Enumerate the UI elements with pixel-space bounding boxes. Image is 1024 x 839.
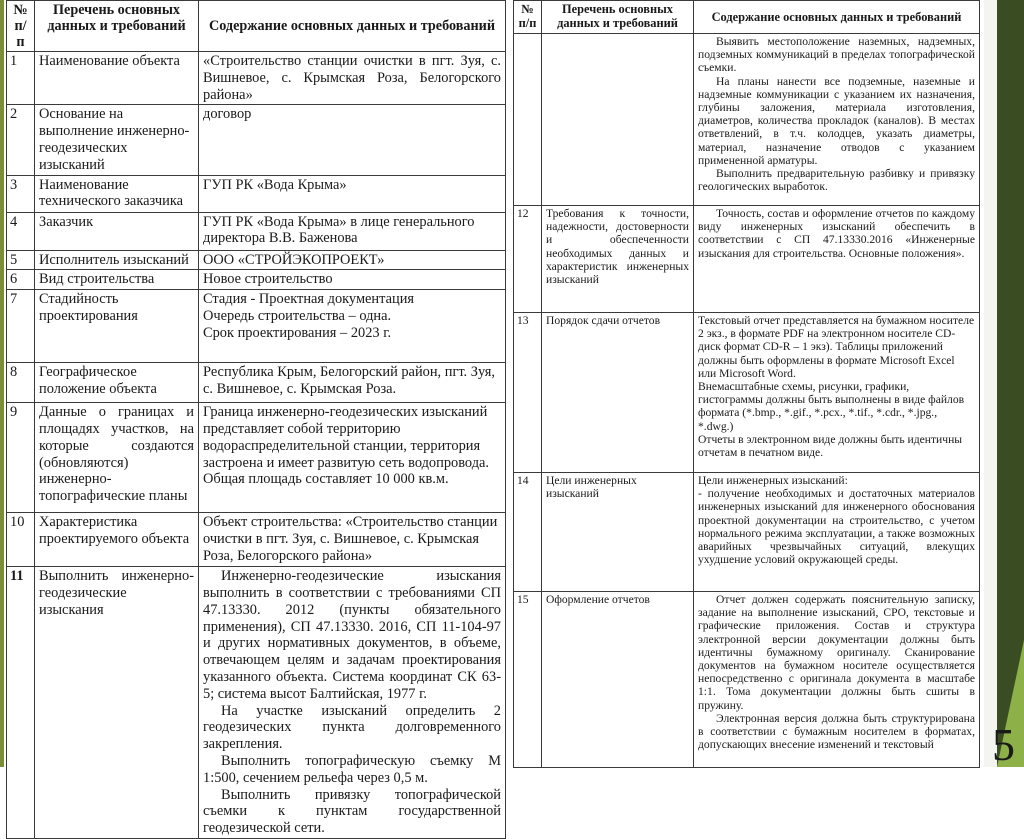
row-name: Заказчик — [35, 212, 199, 250]
row-content — [199, 513, 506, 567]
row-content — [199, 52, 506, 105]
row-number: 12 — [514, 206, 542, 313]
content-paragraph: Выявить местоположение наземных, надземных, подземных коммуникаций в пределах топографической съемки. — [698, 35, 975, 75]
content-paragraph: договор — [203, 106, 252, 123]
table-header-row — [514, 1, 980, 34]
content-paragraph: Очередь строительства – одна. — [203, 307, 392, 324]
row-content — [694, 206, 980, 313]
row-number: 4 — [7, 212, 35, 250]
table-row — [7, 270, 506, 290]
row-content — [199, 270, 506, 290]
row-number: 7 — [7, 290, 35, 363]
table-row — [514, 473, 980, 592]
row-number: 6 — [7, 270, 35, 290]
row-number: 11 — [7, 567, 35, 839]
row-number: 13 — [514, 313, 542, 473]
row-content — [694, 34, 980, 206]
right-light-stripe — [984, 0, 997, 767]
row-content — [199, 250, 506, 270]
content-paragraph: Текстовый отчет представляется на бумажном носителе 2 экз., в формате PDF на электронном носителе CD-диск формат CD-R – 1 экз). Таблицы приложений должны быть оформлены в формате Microsoft Excel или Microsoft Word. — [698, 314, 975, 380]
content-paragraph: Инженерно-геодезические изыскания выполнить в соответствии с требованиями СП 47.13330. 2012 (пункты обязательного применения), СП 47.13330. 2016, СП 11-104-97 и других нормативных документов, в объеме, отвечающем целям и задачам проектирования указанного объекта. Система координат СК 63-5; система высот Балтийская, 1977 г. — [203, 568, 501, 702]
table-row — [7, 175, 506, 212]
table-row — [7, 250, 506, 270]
content-paragraph: Стадия - Проектная документация — [203, 291, 415, 308]
content-paragraph: ГУП РК «Вода Крыма» — [203, 176, 347, 193]
row-content — [199, 567, 506, 839]
content-paragraph: Республика Крым, Белогорский район, пгт. Зуя, с. Вишневое, с. Крымская Роза. — [203, 364, 496, 397]
table-row — [7, 105, 506, 175]
content-paragraph: Объект строительства: «Строительство станции очистки в пгт. Зуя, с. Вишневое, с. Крымская Роза, Белогорского района» — [203, 514, 498, 564]
row-content — [199, 290, 506, 363]
table-row — [7, 513, 506, 567]
right-requirements-table — [513, 0, 980, 768]
row-content — [199, 363, 506, 403]
row-name: Данные о границах и площадях участков, на которые создаются (обновляются) инженерно-топографические планы — [35, 403, 199, 513]
row-number: 5 — [7, 250, 35, 270]
table-row — [514, 206, 980, 313]
header-list: Перечень основных данных и требований — [542, 1, 694, 34]
table-row — [7, 363, 506, 403]
left-document-page — [6, 0, 505, 837]
row-name: Порядок сдачи отчетов — [542, 313, 694, 473]
table-row — [7, 212, 506, 250]
content-paragraph: На участке изысканий определить 2 геодезических пункта долговременного закрепления. — [203, 702, 501, 753]
table-row — [514, 313, 980, 473]
content-paragraph: - получение необходимых и достаточных материалов инженерных изысканий для инженерного обоснования проектной документации на строительство, с учетом нормального режима эксплуатации, а также возможных аварийных чрезвычайных ситуаций, влекущих ухудшение условий окружающей среды. — [698, 487, 975, 567]
row-number — [514, 34, 542, 206]
content-paragraph: Общая площадь составляет 10 000 кв.м. — [203, 471, 449, 488]
content-paragraph: Электронная версия должна быть структурирована в соответствии с бумажным носителем в форматах, допускающих внесение изменений и текстовый — [698, 711, 975, 752]
row-content — [199, 212, 506, 250]
row-name: Наименование технического заказчика — [35, 175, 199, 212]
content-paragraph: Граница инженерно-геодезических изысканий представляет собой территорию водораспределительной станции, территория застроена и имеет развитую сеть водопровода. — [203, 404, 490, 471]
table-header-row — [7, 1, 506, 52]
content-paragraph: Цели инженерных изысканий: — [698, 474, 848, 487]
table-row — [7, 567, 506, 839]
table-row — [7, 403, 506, 513]
content-paragraph: ГУП РК «Вода Крыма» в лице генерального директора В.В. Баженова — [203, 213, 475, 247]
content-paragraph: На планы нанести все подземные, наземные и надземные коммуникации с указанием их назначения, глубины заложения, материала изготовления, диаметров, количества прокладок (каналов). В местах ответвлений, в т.ч. колодцев, указать диаметры, материал, назначение отводов с указанием примененной арматуры. — [698, 74, 975, 167]
row-name: Наименование объекта — [35, 52, 199, 105]
content-paragraph: Отчеты в электронном виде должны быть идентичны отчетам в печатном виде. — [698, 432, 963, 460]
row-number: 1 — [7, 52, 35, 105]
row-number: 2 — [7, 105, 35, 175]
content-paragraph: Срок проектирования – 2023 г. — [203, 324, 392, 341]
row-name: Цели инженерных изысканий — [542, 473, 694, 592]
right-document-page — [513, 0, 979, 767]
row-name: Выполнить инженерно-геодезические изыскания — [35, 567, 199, 839]
content-paragraph: Точность, состав и оформление отчетов по каждому виду инженерных изысканий обеспечить в соответствии с СП 47.13330.2016 «Инженерные изыскания для строительства. Основные положения». — [698, 207, 975, 260]
row-number: 3 — [7, 175, 35, 212]
row-name: Требования к точности, надежности, достоверности и обеспеченности необходимых данных и характеристик инженерных изысканий — [542, 206, 694, 313]
table-row — [7, 52, 506, 105]
row-content — [694, 473, 980, 592]
content-paragraph: Новое строительство — [203, 271, 333, 288]
row-content — [199, 105, 506, 175]
row-number: 9 — [7, 403, 35, 513]
row-number: 15 — [514, 592, 542, 768]
content-paragraph: ООО «СТРОЙЭКОПРОЕКТ» — [203, 251, 385, 268]
table-row — [7, 290, 506, 363]
left-accent-bar — [0, 0, 4, 767]
content-paragraph: Отчет должен содержать пояснительную записку, задание на выполнение изысканий, СРО, текстовые и графические приложения. Состав и структура электронной версии документации должны быть идентичны бумажному оригиналу. Сканирование документов на бумажном носителе осуществляется непосредственно с оригинала документа в масштабе 1:1. Тома документации должны быть сшиты в пружину. — [698, 593, 975, 712]
content-paragraph: Внемасштабные схемы, рисунки, графики, гистограммы должны быть выполнены в виде файлов формата (*.bmp., *.gif., *.pcx., *.tif., *.cdr., *.jpg., *.dwg.) — [698, 380, 965, 433]
row-content — [199, 403, 506, 513]
row-name: Исполнитель изысканий — [35, 250, 199, 270]
slide-page-number: 5 — [992, 719, 1015, 770]
row-name: Вид строительства — [35, 270, 199, 290]
row-name: Основание на выполнение инженерно-геодезических изысканий — [35, 105, 199, 175]
header-content: Содержание основных данных и требований — [199, 1, 506, 52]
content-paragraph: Выполнить предварительную разбивку и привязку геологических выработок. — [698, 167, 975, 194]
row-content — [694, 313, 980, 473]
left-requirements-table — [6, 0, 506, 839]
table-row — [514, 34, 980, 206]
row-number: 14 — [514, 473, 542, 592]
header-number: № п/п — [7, 1, 35, 52]
content-paragraph: «Строительство станции очистки в пгт. Зуя, с. Вишневое, с. Крымская Роза, Белогорского района» — [203, 53, 501, 103]
row-number: 10 — [7, 513, 35, 567]
row-content — [199, 175, 506, 212]
row-content — [694, 592, 980, 768]
row-name: Характеристика проектируемого объекта — [35, 513, 199, 567]
content-paragraph: Выполнить топографическую съемку М 1:500, сечением рельефа через 0,5 м. — [203, 752, 501, 786]
table-row — [514, 592, 980, 768]
row-name: Географическое положение объекта — [35, 363, 199, 403]
row-name: Оформление отчетов — [542, 592, 694, 768]
row-name — [542, 34, 694, 206]
content-paragraph: Выполнить привязку топографической съемки к пунктам государственной геодезической сети. — [203, 786, 501, 837]
header-content: Содержание основных данных и требований — [694, 1, 980, 34]
row-number: 8 — [7, 363, 35, 403]
header-list: Перечень основных данных и требований — [35, 1, 199, 52]
row-name: Стадийность проектирования — [35, 290, 199, 363]
header-number: № п/п — [514, 1, 542, 34]
